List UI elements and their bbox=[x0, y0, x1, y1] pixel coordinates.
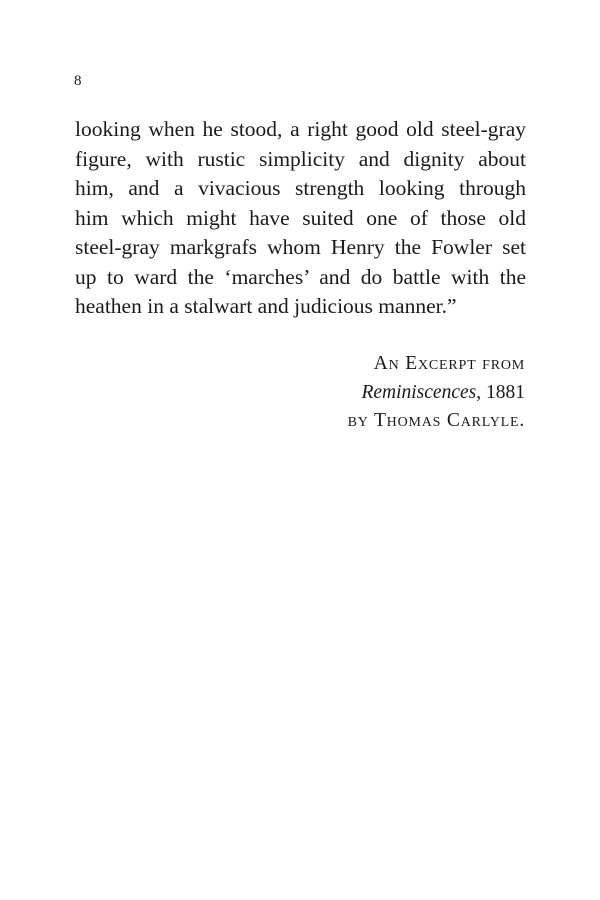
excerpt-line: him, and a vivacious strength looking through bbox=[75, 176, 526, 200]
page-number: 8 bbox=[74, 73, 82, 89]
excerpt-line: figure, with rustic simplicity and dignity about bbox=[75, 146, 526, 171]
excerpt-paragraph bbox=[75, 115, 526, 322]
attribution bbox=[225, 350, 525, 436]
excerpt-line: steel-gray markgrafs whom Henry the Fowler set bbox=[75, 235, 526, 259]
excerpt-line: heathen in a stalwart and judicious manner.” bbox=[75, 294, 457, 318]
attribution-author: by Thomas Carlyle. bbox=[347, 410, 525, 431]
excerpt-line: him which might have suited one of those old bbox=[75, 205, 526, 230]
excerpt-line: up to ward the ‘marches’ and do battle with the bbox=[75, 264, 526, 289]
attribution-intro: An Excerpt from bbox=[373, 353, 525, 374]
book-year: , 1881 bbox=[476, 381, 525, 403]
excerpt-line: looking when he stood, a right good old steel-gray bbox=[75, 117, 526, 141]
book-title: Reminiscences bbox=[361, 381, 477, 403]
attribution-title-line bbox=[225, 379, 525, 408]
